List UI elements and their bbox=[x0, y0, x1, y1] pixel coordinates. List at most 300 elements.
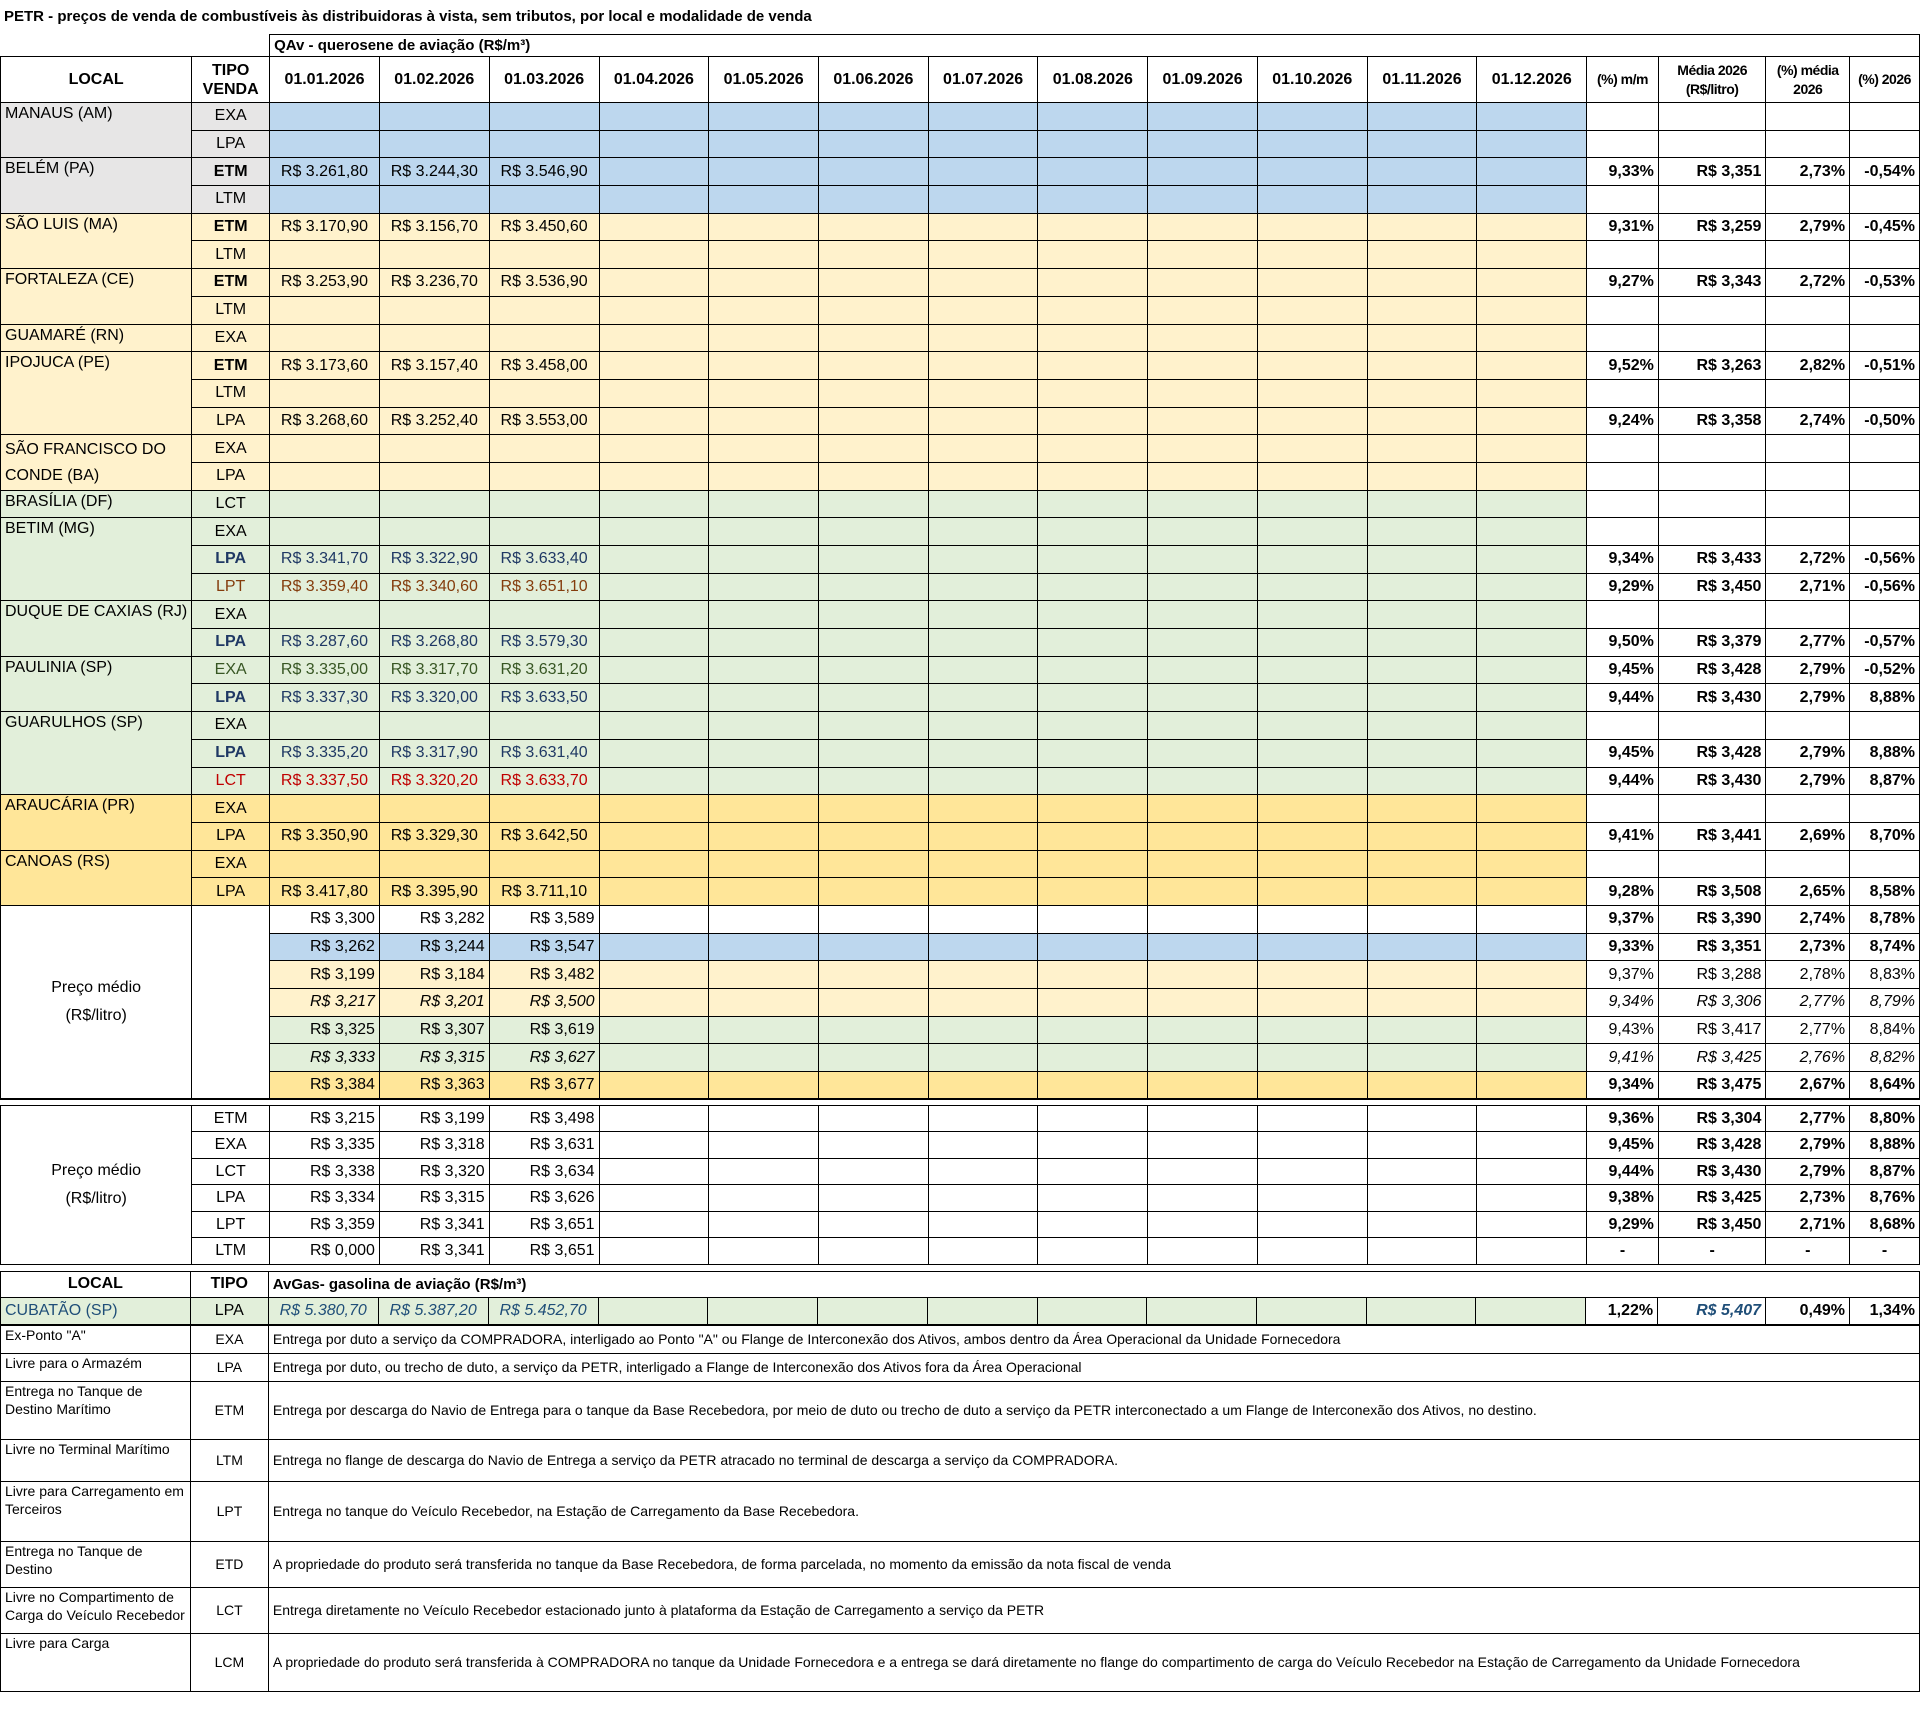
price-cell bbox=[1257, 712, 1367, 740]
average-price-cell bbox=[1038, 1185, 1148, 1212]
price-cell bbox=[599, 407, 709, 435]
price-cell bbox=[1257, 103, 1367, 131]
price-cell bbox=[1038, 130, 1148, 158]
tipo-venda-cell: EXA bbox=[192, 656, 270, 684]
stat-cell bbox=[1850, 850, 1920, 878]
stat-cell: 9,45% bbox=[1587, 739, 1659, 767]
stat-cell: R$ 3,343 bbox=[1658, 269, 1766, 297]
average-stat-cell: 8,80% bbox=[1850, 1105, 1920, 1132]
average-price-cell: R$ 3,215 bbox=[270, 1105, 380, 1132]
stat-cell bbox=[1850, 103, 1920, 131]
average-price-cell bbox=[1477, 961, 1587, 989]
average-by-type-label: Preço médio (R$/litro) bbox=[1, 1105, 192, 1264]
page-title: PETR - preços de venda de combustíveis às distribuidoras à vista, sem tributos, por local e modalidade de venda bbox=[4, 8, 812, 25]
average-stat-cell: - bbox=[1658, 1238, 1766, 1265]
stat-cell: 9,41% bbox=[1587, 822, 1659, 850]
price-cell: R$ 3.335,20 bbox=[270, 739, 380, 767]
definition-label: Ex-Ponto "A" bbox=[1, 1325, 191, 1353]
table-row bbox=[1, 546, 1920, 574]
price-cell bbox=[709, 462, 819, 490]
price-cell bbox=[1038, 795, 1148, 823]
average-stat-cell: 2,77% bbox=[1766, 1105, 1850, 1132]
average-stat-cell: 8,79% bbox=[1850, 989, 1920, 1017]
average-price-cell bbox=[709, 961, 819, 989]
price-cell bbox=[818, 407, 928, 435]
price-cell bbox=[270, 795, 380, 823]
price-cell: R$ 3.337,50 bbox=[270, 767, 380, 795]
price-cell bbox=[1038, 379, 1148, 407]
price-cell bbox=[1148, 435, 1258, 463]
price-cell bbox=[1367, 546, 1477, 574]
price-cell bbox=[709, 490, 819, 518]
average-price-cell bbox=[1148, 1238, 1258, 1265]
price-cell: R$ 3.317,90 bbox=[379, 739, 489, 767]
average-stat-cell: 2,73% bbox=[1766, 1185, 1850, 1212]
stat-cell bbox=[1766, 712, 1850, 740]
table-row bbox=[1, 795, 1920, 823]
price-cell bbox=[1148, 739, 1258, 767]
average-by-type-row bbox=[1, 1105, 1920, 1132]
average-stat-cell: 8,68% bbox=[1850, 1211, 1920, 1238]
price-cell bbox=[1367, 435, 1477, 463]
price-cell bbox=[1477, 546, 1587, 574]
average-price-cell bbox=[1038, 933, 1148, 961]
header-month: 01.12.2026 bbox=[1477, 57, 1587, 103]
stat-cell: R$ 3,450 bbox=[1658, 573, 1766, 601]
average-row bbox=[1, 961, 1920, 989]
stat-cell: 9,52% bbox=[1587, 352, 1659, 380]
average-price-cell bbox=[1367, 1158, 1477, 1185]
average-price-cell bbox=[1477, 905, 1587, 933]
average-stat-cell: 2,76% bbox=[1766, 1044, 1850, 1072]
avgas-price-cell: R$ 5.387,20 bbox=[378, 1297, 488, 1324]
average-stat-cell: 2,77% bbox=[1766, 989, 1850, 1017]
price-cell: R$ 3.458,00 bbox=[489, 352, 599, 380]
price-cell bbox=[709, 878, 819, 906]
average-stat-cell: R$ 3,288 bbox=[1658, 961, 1766, 989]
price-cell: R$ 3.340,60 bbox=[379, 573, 489, 601]
average-price-cell: R$ 3,547 bbox=[489, 933, 599, 961]
price-cell bbox=[1477, 601, 1587, 629]
price-cell bbox=[599, 462, 709, 490]
price-cell bbox=[1257, 601, 1367, 629]
average-stat-cell: - bbox=[1850, 1238, 1920, 1265]
avgas-price-cell bbox=[1476, 1297, 1586, 1324]
average-price-cell bbox=[928, 1185, 1038, 1212]
average-label: Preço médio (R$/litro) bbox=[1, 905, 192, 1099]
tipo-venda-cell: LTM bbox=[192, 241, 270, 269]
price-cell bbox=[599, 601, 709, 629]
avgas-price-cell: R$ 5.452,70 bbox=[488, 1297, 598, 1324]
average-price-cell bbox=[1367, 1211, 1477, 1238]
price-cell bbox=[270, 601, 380, 629]
average-price-cell bbox=[818, 1016, 928, 1044]
average-stat-cell: 2,79% bbox=[1766, 1132, 1850, 1159]
average-price-cell: R$ 3,201 bbox=[379, 989, 489, 1017]
location-cell: BRASÍLIA (DF) bbox=[1, 490, 192, 518]
average-price-cell bbox=[818, 989, 928, 1017]
price-cell bbox=[1257, 850, 1367, 878]
average-stat-cell: R$ 3,450 bbox=[1658, 1211, 1766, 1238]
average-price-cell bbox=[1257, 1016, 1367, 1044]
header-mm: (%) m/m bbox=[1587, 57, 1659, 103]
price-cell bbox=[1477, 656, 1587, 684]
average-stat-cell: 9,33% bbox=[1587, 933, 1659, 961]
price-cell bbox=[489, 601, 599, 629]
table-row bbox=[1, 379, 1920, 407]
average-price-cell bbox=[928, 1105, 1038, 1132]
price-cell bbox=[818, 379, 928, 407]
stat-cell: R$ 3,433 bbox=[1658, 546, 1766, 574]
price-cell bbox=[379, 850, 489, 878]
price-cell bbox=[1367, 822, 1477, 850]
average-price-cell bbox=[1038, 1158, 1148, 1185]
price-cell bbox=[599, 324, 709, 352]
price-cell bbox=[1257, 490, 1367, 518]
tipo-venda-cell: LPA bbox=[192, 546, 270, 574]
average-row bbox=[1, 933, 1920, 961]
average-price-cell bbox=[1257, 1072, 1367, 1100]
average-price-cell bbox=[709, 1105, 819, 1132]
average-price-cell bbox=[709, 1072, 819, 1100]
price-cell bbox=[1477, 435, 1587, 463]
price-cell bbox=[1477, 573, 1587, 601]
average-price-cell bbox=[1477, 1211, 1587, 1238]
average-stat-cell: 8,87% bbox=[1850, 1158, 1920, 1185]
average-price-cell bbox=[1367, 1016, 1477, 1044]
price-cell bbox=[928, 767, 1038, 795]
average-price-cell bbox=[1148, 1158, 1258, 1185]
stat-cell: 9,28% bbox=[1587, 878, 1659, 906]
price-cell bbox=[928, 130, 1038, 158]
stat-cell bbox=[1587, 518, 1659, 546]
definition-text: Entrega diretamente no Veículo Recebedor estacionado junto à plataforma da Estação de Carregamento a serviço da PETR bbox=[268, 1587, 1919, 1633]
average-stat-cell: R$ 3,425 bbox=[1658, 1044, 1766, 1072]
price-cell bbox=[818, 573, 928, 601]
average-price-cell: R$ 3,334 bbox=[270, 1185, 380, 1212]
price-cell bbox=[379, 324, 489, 352]
price-cell bbox=[599, 269, 709, 297]
price-cell bbox=[818, 213, 928, 241]
price-cell bbox=[489, 435, 599, 463]
price-cell bbox=[489, 462, 599, 490]
price-cell bbox=[709, 629, 819, 657]
average-stat-cell: 9,45% bbox=[1587, 1132, 1659, 1159]
price-cell bbox=[709, 324, 819, 352]
definition-text: Entrega por descarga do Navio de Entrega para o tanque da Base Recebedora, por meio de duto ou trecho de duto a serviço da PETR interconectado a um Flange de Interconexão dos Ativos, no destino. bbox=[268, 1381, 1919, 1439]
header-pct-media: (%) média 2026 bbox=[1766, 57, 1850, 103]
price-cell bbox=[928, 241, 1038, 269]
definition-label: Entrega no Tanque de Destino bbox=[1, 1541, 191, 1587]
price-cell bbox=[1257, 296, 1367, 324]
average-stat-cell: 9,29% bbox=[1587, 1211, 1659, 1238]
average-price-cell bbox=[928, 961, 1038, 989]
price-cell bbox=[1038, 629, 1148, 657]
price-cell bbox=[818, 822, 928, 850]
price-cell bbox=[1148, 573, 1258, 601]
price-cell bbox=[270, 850, 380, 878]
stat-cell: 9,45% bbox=[1587, 656, 1659, 684]
price-cell: R$ 3.341,70 bbox=[270, 546, 380, 574]
price-cell bbox=[818, 712, 928, 740]
table-row bbox=[1, 850, 1920, 878]
price-cell bbox=[599, 850, 709, 878]
tipo-venda-cell: LPT bbox=[192, 1211, 270, 1238]
stat-cell: 2,79% bbox=[1766, 213, 1850, 241]
price-cell bbox=[1257, 518, 1367, 546]
average-price-cell: R$ 3,199 bbox=[270, 961, 380, 989]
definition-text: Entrega por duto a serviço da COMPRADORA, interligado ao Ponto "A" ou Flange de Interconexão dos Ativos, ambos dentro da Área Operacional da Unidade Fornecedora bbox=[268, 1325, 1919, 1353]
price-cell bbox=[1477, 324, 1587, 352]
price-cell bbox=[599, 712, 709, 740]
stat-cell: R$ 3,428 bbox=[1658, 739, 1766, 767]
price-cell bbox=[709, 712, 819, 740]
average-stat-cell: 8,82% bbox=[1850, 1044, 1920, 1072]
price-cell bbox=[818, 462, 928, 490]
stat-cell bbox=[1587, 462, 1659, 490]
stat-cell bbox=[1850, 296, 1920, 324]
average-price-cell bbox=[928, 1016, 1038, 1044]
average-price-cell bbox=[599, 1132, 709, 1159]
table-row bbox=[1, 684, 1920, 712]
price-cell bbox=[709, 435, 819, 463]
price-cell bbox=[928, 518, 1038, 546]
price-cell bbox=[1148, 296, 1258, 324]
average-price-cell: R$ 3,651 bbox=[489, 1238, 599, 1265]
price-cell bbox=[1477, 878, 1587, 906]
price-cell bbox=[709, 103, 819, 131]
average-price-cell bbox=[1038, 1211, 1148, 1238]
price-cell bbox=[928, 103, 1038, 131]
price-cell: R$ 3.156,70 bbox=[379, 213, 489, 241]
price-cell bbox=[818, 352, 928, 380]
price-cell bbox=[1257, 546, 1367, 574]
average-price-cell bbox=[709, 1044, 819, 1072]
average-stat-cell: R$ 3,351 bbox=[1658, 933, 1766, 961]
stat-cell: 8,88% bbox=[1850, 739, 1920, 767]
price-cell bbox=[1257, 213, 1367, 241]
header-month: 01.04.2026 bbox=[599, 57, 709, 103]
location-cell: PAULINIA (SP) bbox=[1, 656, 192, 711]
stat-cell: 2,74% bbox=[1766, 407, 1850, 435]
price-cell bbox=[1038, 601, 1148, 629]
stat-cell bbox=[1658, 712, 1766, 740]
price-cell bbox=[1477, 352, 1587, 380]
price-cell bbox=[818, 490, 928, 518]
definition-label: Livre no Compartimento de Carga do Veículo Recebedor bbox=[1, 1587, 191, 1633]
price-cell bbox=[1477, 518, 1587, 546]
price-cell bbox=[1477, 712, 1587, 740]
stat-cell bbox=[1850, 795, 1920, 823]
table-row bbox=[1, 518, 1920, 546]
price-cell bbox=[270, 296, 380, 324]
stat-cell bbox=[1850, 462, 1920, 490]
average-price-cell: R$ 3,634 bbox=[489, 1158, 599, 1185]
average-stat-cell: R$ 3,430 bbox=[1658, 1158, 1766, 1185]
header-month: 01.01.2026 bbox=[270, 57, 380, 103]
tipo-venda-cell: ETM bbox=[192, 158, 270, 186]
average-price-cell bbox=[599, 1016, 709, 1044]
stat-cell bbox=[1658, 462, 1766, 490]
avgas-stat-cell: 0,49% bbox=[1766, 1297, 1850, 1324]
stat-cell bbox=[1850, 490, 1920, 518]
average-price-cell bbox=[1148, 1105, 1258, 1132]
average-stat-cell: 9,34% bbox=[1587, 989, 1659, 1017]
table-row bbox=[1, 878, 1920, 906]
price-cell bbox=[928, 629, 1038, 657]
tipo-venda-cell: EXA bbox=[192, 1132, 270, 1159]
average-price-cell bbox=[1257, 1185, 1367, 1212]
price-cell bbox=[1148, 684, 1258, 712]
price-cell bbox=[1477, 629, 1587, 657]
average-price-cell bbox=[599, 1211, 709, 1238]
stat-cell: 2,79% bbox=[1766, 684, 1850, 712]
price-cell: R$ 3.711,10 bbox=[489, 878, 599, 906]
tipo-venda-cell: EXA bbox=[192, 324, 270, 352]
price-cell bbox=[1367, 490, 1477, 518]
header-month: 01.03.2026 bbox=[489, 57, 599, 103]
definition-row bbox=[1, 1541, 1920, 1587]
average-price-cell bbox=[1367, 1238, 1477, 1265]
avgas-price-cell bbox=[1037, 1297, 1147, 1324]
price-cell bbox=[1038, 546, 1148, 574]
average-price-cell bbox=[1477, 933, 1587, 961]
tipo-venda-cell: ETM bbox=[192, 213, 270, 241]
price-cell bbox=[818, 435, 928, 463]
price-cell bbox=[709, 601, 819, 629]
average-price-cell bbox=[1038, 1105, 1148, 1132]
price-cell bbox=[818, 629, 928, 657]
price-cell bbox=[599, 573, 709, 601]
price-cell bbox=[928, 296, 1038, 324]
price-cell bbox=[709, 684, 819, 712]
average-stat-cell: 8,74% bbox=[1850, 933, 1920, 961]
average-price-cell bbox=[1367, 1132, 1477, 1159]
price-cell bbox=[1148, 518, 1258, 546]
price-cell bbox=[818, 269, 928, 297]
price-cell bbox=[818, 739, 928, 767]
stat-cell bbox=[1658, 241, 1766, 269]
table-row bbox=[1, 407, 1920, 435]
average-stat-cell: 8,83% bbox=[1850, 961, 1920, 989]
price-cell bbox=[1148, 103, 1258, 131]
average-price-cell: R$ 3,318 bbox=[379, 1132, 489, 1159]
header-pct-2026: (%) 2026 bbox=[1850, 57, 1920, 103]
avgas-stat-cell: 1,34% bbox=[1849, 1297, 1919, 1324]
stat-cell bbox=[1766, 324, 1850, 352]
average-by-type-row bbox=[1, 1158, 1920, 1185]
average-stat-cell: 9,41% bbox=[1587, 1044, 1659, 1072]
price-cell bbox=[818, 158, 928, 186]
stat-cell bbox=[1658, 379, 1766, 407]
price-cell: R$ 3.329,30 bbox=[379, 822, 489, 850]
price-cell bbox=[489, 103, 599, 131]
stat-cell: 9,33% bbox=[1587, 158, 1659, 186]
definition-row bbox=[1, 1353, 1920, 1381]
location-cell: IPOJUCA (PE) bbox=[1, 352, 192, 435]
average-price-cell bbox=[818, 961, 928, 989]
stat-cell: 9,27% bbox=[1587, 269, 1659, 297]
price-cell bbox=[1477, 822, 1587, 850]
definition-row bbox=[1, 1439, 1920, 1481]
average-stat-cell: - bbox=[1766, 1238, 1850, 1265]
price-cell bbox=[928, 601, 1038, 629]
average-row bbox=[1, 1072, 1920, 1100]
price-cell bbox=[1257, 269, 1367, 297]
average-price-cell bbox=[599, 1238, 709, 1265]
stat-cell bbox=[1766, 186, 1850, 214]
tipo-venda-cell: LPA bbox=[192, 407, 270, 435]
price-cell: R$ 3.244,30 bbox=[379, 158, 489, 186]
price-cell bbox=[1367, 103, 1477, 131]
stat-cell: R$ 3,351 bbox=[1658, 158, 1766, 186]
price-cell bbox=[1038, 296, 1148, 324]
price-cell bbox=[1038, 490, 1148, 518]
average-stat-cell: R$ 3,425 bbox=[1658, 1185, 1766, 1212]
average-price-cell bbox=[709, 1016, 819, 1044]
table-row bbox=[1, 213, 1920, 241]
price-cell bbox=[928, 712, 1038, 740]
stat-cell: 2,79% bbox=[1766, 767, 1850, 795]
price-cell bbox=[379, 462, 489, 490]
price-cell bbox=[1038, 850, 1148, 878]
header-month: 01.09.2026 bbox=[1148, 57, 1258, 103]
price-cell bbox=[1038, 158, 1148, 186]
stat-cell: R$ 3,428 bbox=[1658, 656, 1766, 684]
stat-cell: 9,50% bbox=[1587, 629, 1659, 657]
price-cell bbox=[709, 518, 819, 546]
location-cell: BELÉM (PA) bbox=[1, 158, 192, 213]
price-cell bbox=[928, 546, 1038, 574]
stat-cell bbox=[1587, 324, 1659, 352]
price-cell bbox=[928, 490, 1038, 518]
price-cell: R$ 3.359,40 bbox=[270, 573, 380, 601]
price-cell bbox=[599, 767, 709, 795]
tipo-venda-cell: LCT bbox=[192, 490, 270, 518]
price-cell bbox=[489, 490, 599, 518]
stat-cell: -0,53% bbox=[1850, 269, 1920, 297]
stat-cell bbox=[1850, 241, 1920, 269]
average-price-cell bbox=[599, 1105, 709, 1132]
average-stat-cell: 8,64% bbox=[1850, 1072, 1920, 1100]
tipo-venda-cell: ETM bbox=[192, 1105, 270, 1132]
location-cell: MANAUS (AM) bbox=[1, 103, 192, 158]
stat-cell bbox=[1766, 850, 1850, 878]
average-stat-cell: 9,44% bbox=[1587, 1158, 1659, 1185]
average-price-cell bbox=[1367, 961, 1477, 989]
average-price-cell bbox=[928, 1158, 1038, 1185]
price-cell bbox=[709, 379, 819, 407]
price-cell bbox=[379, 490, 489, 518]
price-cell bbox=[489, 850, 599, 878]
table-row bbox=[1, 103, 1920, 131]
stat-cell bbox=[1587, 103, 1659, 131]
header-month: 01.02.2026 bbox=[379, 57, 489, 103]
tipo-venda-cell: LTM bbox=[192, 379, 270, 407]
price-cell bbox=[1477, 186, 1587, 214]
table-row bbox=[1, 130, 1920, 158]
price-cell bbox=[1148, 767, 1258, 795]
stat-cell bbox=[1658, 435, 1766, 463]
average-price-cell: R$ 3,631 bbox=[489, 1132, 599, 1159]
table-row bbox=[1, 186, 1920, 214]
average-stat-cell: 2,67% bbox=[1766, 1072, 1850, 1100]
price-cell bbox=[928, 822, 1038, 850]
stat-cell: R$ 3,259 bbox=[1658, 213, 1766, 241]
price-cell bbox=[1148, 656, 1258, 684]
header-local: LOCAL bbox=[1, 57, 192, 103]
stat-cell: -0,57% bbox=[1850, 629, 1920, 657]
